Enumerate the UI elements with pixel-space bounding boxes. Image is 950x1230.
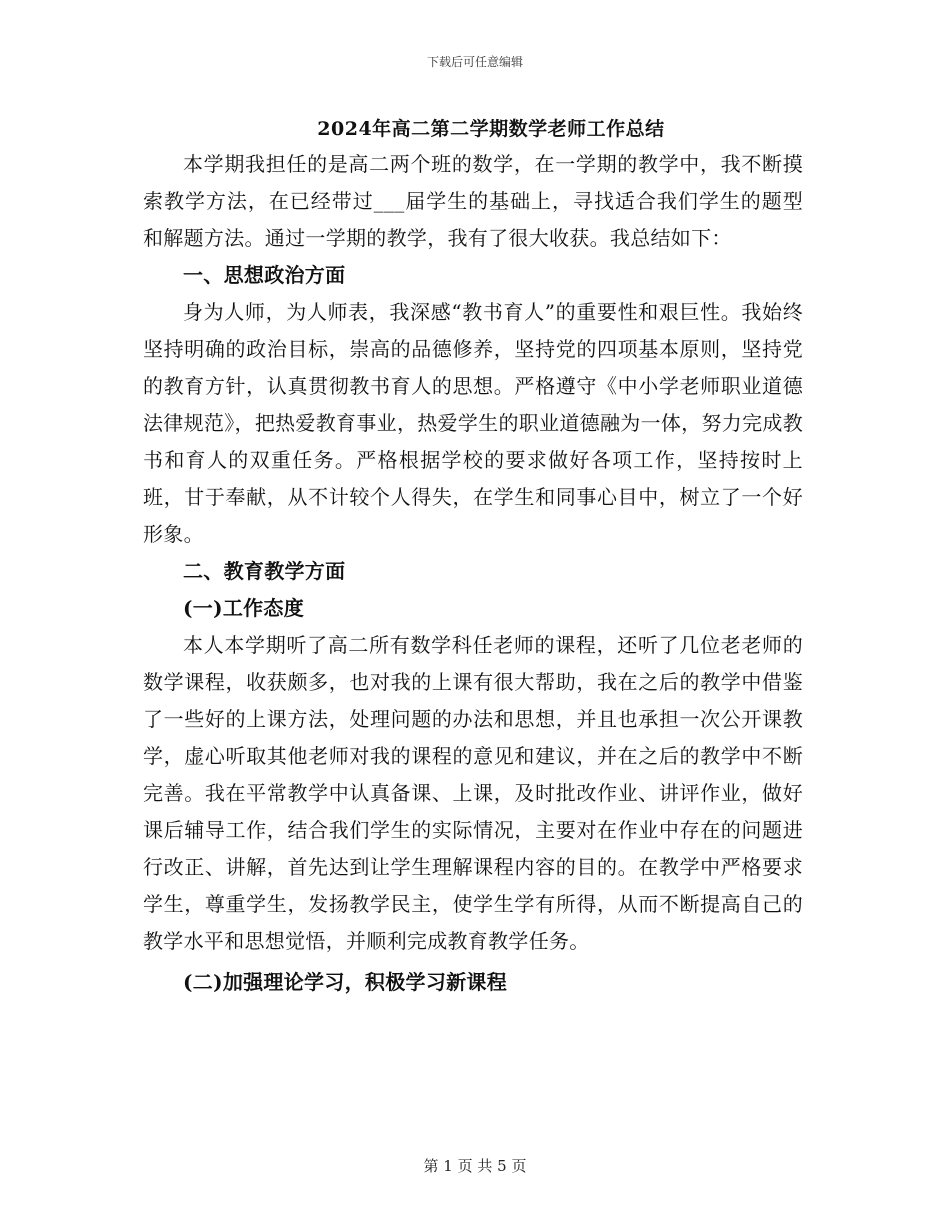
section-heading-ideology: 一、思想政治方面 <box>183 263 346 287</box>
header-note: 下载后可任意编辑 <box>426 55 523 69</box>
subsection-body-attitude: 本人本学期听了高二所有数学科任老师的课程，还听了几位老老师的数学课程，收获颇多，也对我的上课有很大帮助，我在之后的教学中借鉴了一些好的上课方法，处理问题的办法和思想，并且也承担一次公开课教学，虚心听取其他老师对我的课程的意见和建议，并在之后的教学中不断完善。我在平常教学中认真备课、上课，及时批改作业、讲评作业，做好课后辅导工作，结合我们学生的实际情况，主要对在作业中存在的问题进行改正、讲解，首先达到让学生理解课程内容的目的。在教学中严格要求学生，尊重学生，发扬教学民主，使学生学有所得，从而不断提高自己的教学水平和思想觉悟，并顺利完成教育教学任务。 <box>143 633 803 953</box>
subsection-heading-theory: (二)加强理论学习，积极学习新课程 <box>183 970 508 994</box>
page-number: 第 1 页 共 5 页 <box>423 1157 527 1175</box>
section-heading-teaching: 二、教育教学方面 <box>183 559 346 583</box>
subsection-heading-attitude: (一)工作态度 <box>183 596 305 620</box>
section-body-ideology: 身为人师，为人师表，我深感“教书育人”的重要性和艰巨性。我始终坚持明确的政治目标，崇高的品德修养，坚持党的四项基本原则，坚持党的教育方针，认真贯彻教书育人的思想。严格遵守《中小学老师职业道德法律规范》，把热爱教育事业，热爱学生的职业道德融为一体，努力完成教书和育人的双重任务。严格根据学校的要求做好各项工作，坚持按时上班，甘于奉献，从不计较个人得失，在学生和同事心目中，树立了一个好形象。 <box>143 300 803 546</box>
document-body <box>143 112 803 1001</box>
intro-paragraph: 本学期我担任的是高二两个班的数学，在一学期的教学中，我不断摸索教学方法，在已经带过___届学生的基础上，寻找适合我们学生的题型和解题方法。通过一学期的教学，我有了很大收获。我总结如下： <box>143 152 803 250</box>
document-title: 2024年高二第二学期数学老师工作总结 <box>317 118 665 140</box>
